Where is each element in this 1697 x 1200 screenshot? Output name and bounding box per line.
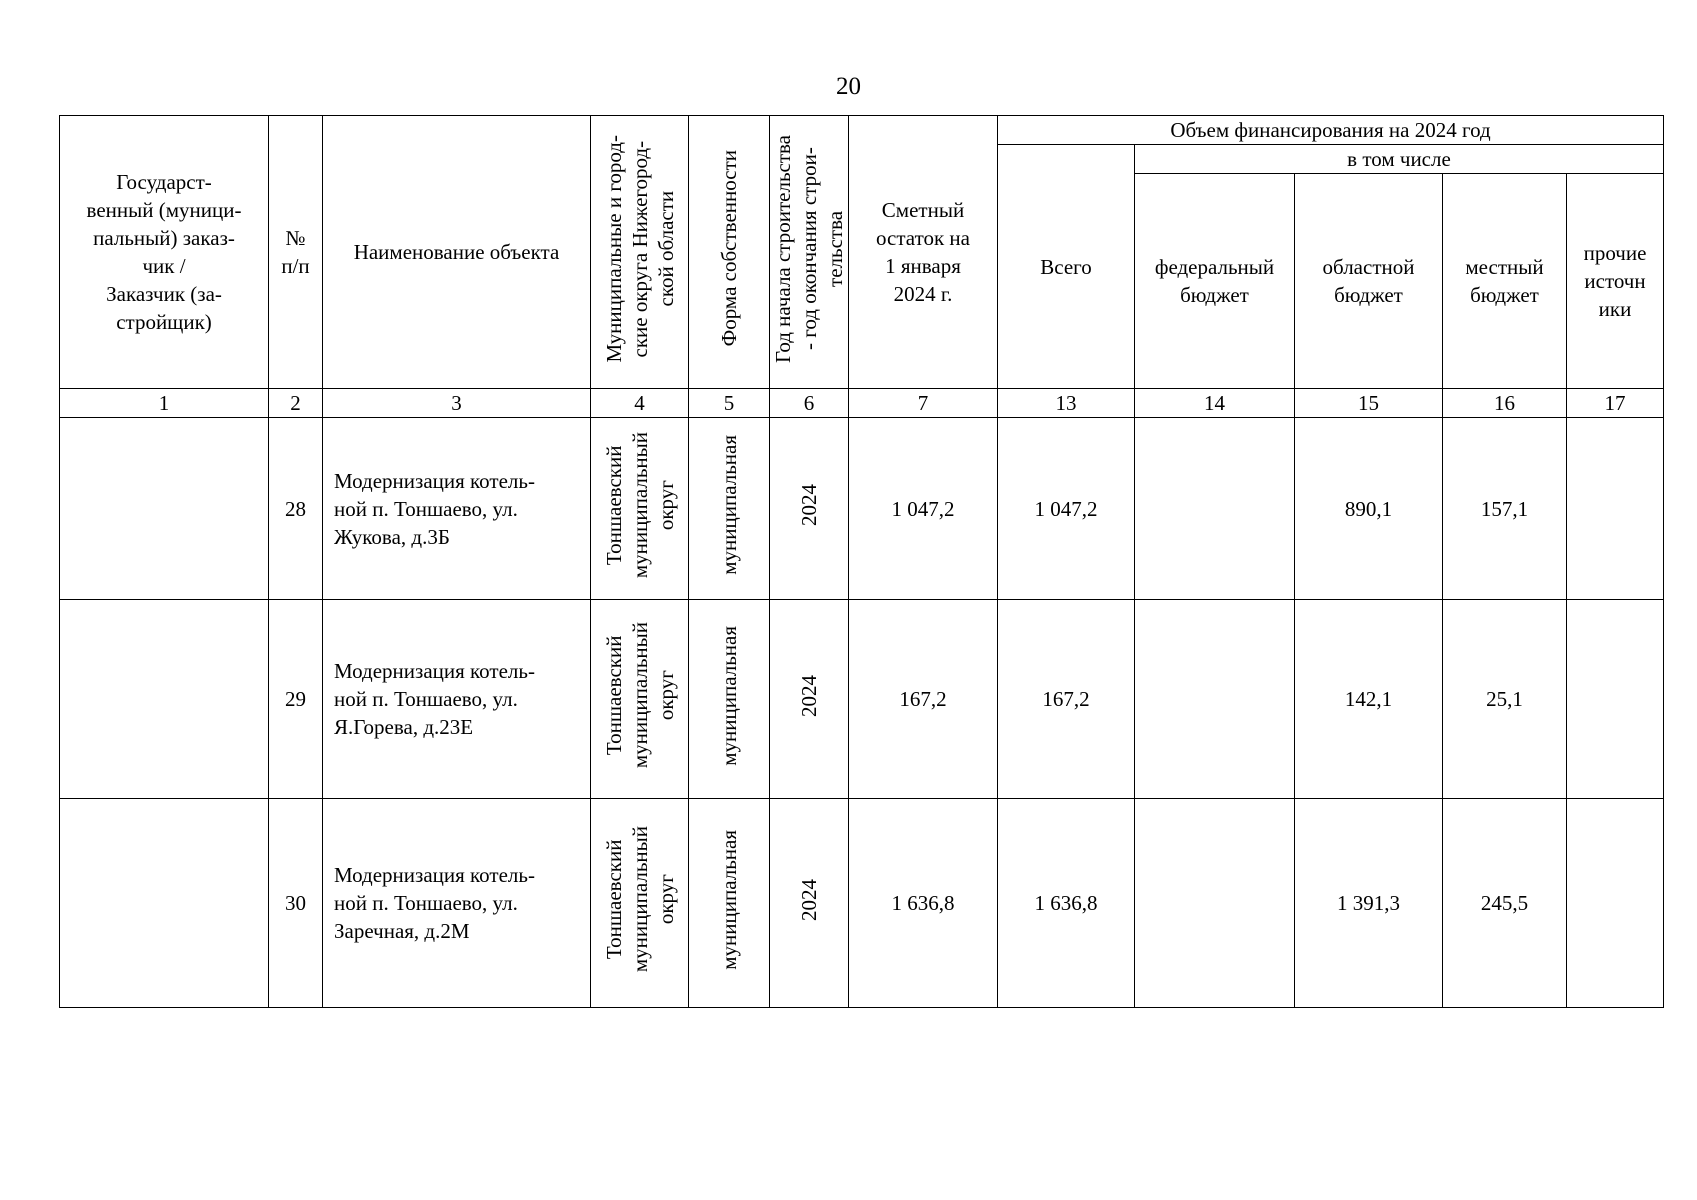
column-number: 17 [1567, 389, 1664, 418]
column-number: 14 [1135, 389, 1295, 418]
cell-regional: 1 391,3 [1295, 799, 1443, 1008]
cell-object-name [323, 600, 591, 799]
header-years-label: Год начала строительства - год окончания строи- тельства [771, 134, 847, 363]
column-number: 5 [689, 389, 770, 418]
cell-num: 30 [269, 799, 323, 1008]
header-federal-label: федеральный бюджет [1154, 255, 1275, 307]
cell-years [770, 600, 849, 799]
cell-customer [60, 799, 269, 1008]
header-years [770, 116, 849, 389]
financing-table [59, 115, 1664, 1008]
cell-years [770, 418, 849, 600]
cell-municipality [591, 600, 689, 799]
header-local [1443, 174, 1567, 389]
years-text: 2024 [797, 878, 821, 921]
cell-customer [60, 418, 269, 600]
cell-total: 167,2 [998, 600, 1135, 799]
cell-regional: 142,1 [1295, 600, 1443, 799]
cell-estimate: 1 636,8 [849, 799, 998, 1008]
header-ownership [689, 116, 770, 389]
cell-other [1567, 600, 1664, 799]
header-estimate [849, 116, 998, 389]
cell-estimate: 167,2 [849, 600, 998, 799]
column-number: 2 [269, 389, 323, 418]
column-number: 15 [1295, 389, 1443, 418]
cell-regional: 890,1 [1295, 418, 1443, 600]
cell-estimate: 1 047,2 [849, 418, 998, 600]
column-number: 16 [1443, 389, 1567, 418]
header-municipality [591, 116, 689, 389]
cell-other [1567, 418, 1664, 600]
header-municipality-label: Муниципальные и город- ские округа Нижегород- ской области [601, 134, 678, 363]
table-row [60, 418, 1664, 600]
municipality-text: Тоншаевский муниципальный округ [601, 622, 678, 769]
object-name-text: Модернизация котель- ной п. Тоншаево, ул. Я.Горева, д.23Е [334, 659, 535, 739]
column-number: 3 [323, 389, 591, 418]
cell-federal [1135, 418, 1295, 600]
cell-other [1567, 799, 1664, 1008]
column-number: 4 [591, 389, 689, 418]
ownership-text: муниципальная [717, 435, 741, 575]
header-federal [1135, 174, 1295, 389]
column-number-row [60, 389, 1664, 418]
municipality-text: Тоншаевский муниципальный округ [601, 826, 678, 973]
header-local-label: местный бюджет [1465, 255, 1544, 307]
table-row [60, 600, 1664, 799]
cell-total: 1 047,2 [998, 418, 1135, 600]
header-other-label: прочие источн ики [1583, 241, 1647, 321]
header-other [1567, 174, 1664, 389]
cell-ownership [689, 418, 770, 600]
header-including [1135, 145, 1664, 174]
header-total [998, 145, 1135, 389]
cell-ownership [689, 799, 770, 1008]
header-num [269, 116, 323, 389]
cell-total: 1 636,8 [998, 799, 1135, 1008]
column-number: 7 [849, 389, 998, 418]
header-row-1 [60, 116, 1664, 145]
header-num-label: № п/п [281, 226, 310, 278]
header-including-label: в том числе [1347, 147, 1451, 171]
column-number: 1 [60, 389, 269, 418]
ownership-text: муниципальная [717, 829, 741, 970]
object-name-text: Модернизация котель- ной п. Тоншаево, ул. Заречная, д.2М [334, 863, 535, 943]
header-customer [60, 116, 269, 389]
years-text: 2024 [797, 674, 821, 717]
column-number: 13 [998, 389, 1135, 418]
page-number: 20 [836, 73, 861, 100]
header-funding-group [998, 116, 1664, 145]
cell-local: 25,1 [1443, 600, 1567, 799]
column-number: 6 [770, 389, 849, 418]
years-text: 2024 [797, 484, 821, 526]
cell-federal [1135, 799, 1295, 1008]
cell-customer [60, 600, 269, 799]
table-row [60, 799, 1664, 1008]
object-name-text: Модернизация котель- ной п. Тоншаево, ул. Жукова, д.3Б [334, 468, 535, 549]
header-funding-group-label: Объем финансирования на 2024 год [1170, 118, 1491, 142]
cell-num: 29 [269, 600, 323, 799]
header-regional-label: областной бюджет [1322, 255, 1415, 307]
cell-ownership [689, 600, 770, 799]
header-regional [1295, 174, 1443, 389]
header-total-label: Всего [1040, 254, 1092, 279]
cell-municipality [591, 799, 689, 1008]
cell-object-name [323, 418, 591, 600]
header-estimate-label: Сметный остаток на 1 января 2024 г. [876, 198, 970, 306]
header-ownership-label: Форма собственности [717, 150, 741, 347]
header-object-name-label: Наименование объекта [353, 240, 560, 264]
cell-num: 28 [269, 418, 323, 600]
header-customer-label: Государст- венный (муници- пальный) заказ- чик / Заказчик (за- стройщик) [86, 170, 242, 334]
ownership-text: муниципальная [717, 625, 741, 766]
cell-local: 245,5 [1443, 799, 1567, 1008]
cell-object-name [323, 799, 591, 1008]
header-object-name [323, 116, 591, 389]
cell-local: 157,1 [1443, 418, 1567, 600]
cell-federal [1135, 600, 1295, 799]
cell-municipality [591, 418, 689, 600]
cell-years [770, 799, 849, 1008]
municipality-text: Тоншаевский муниципальный округ [601, 431, 678, 579]
